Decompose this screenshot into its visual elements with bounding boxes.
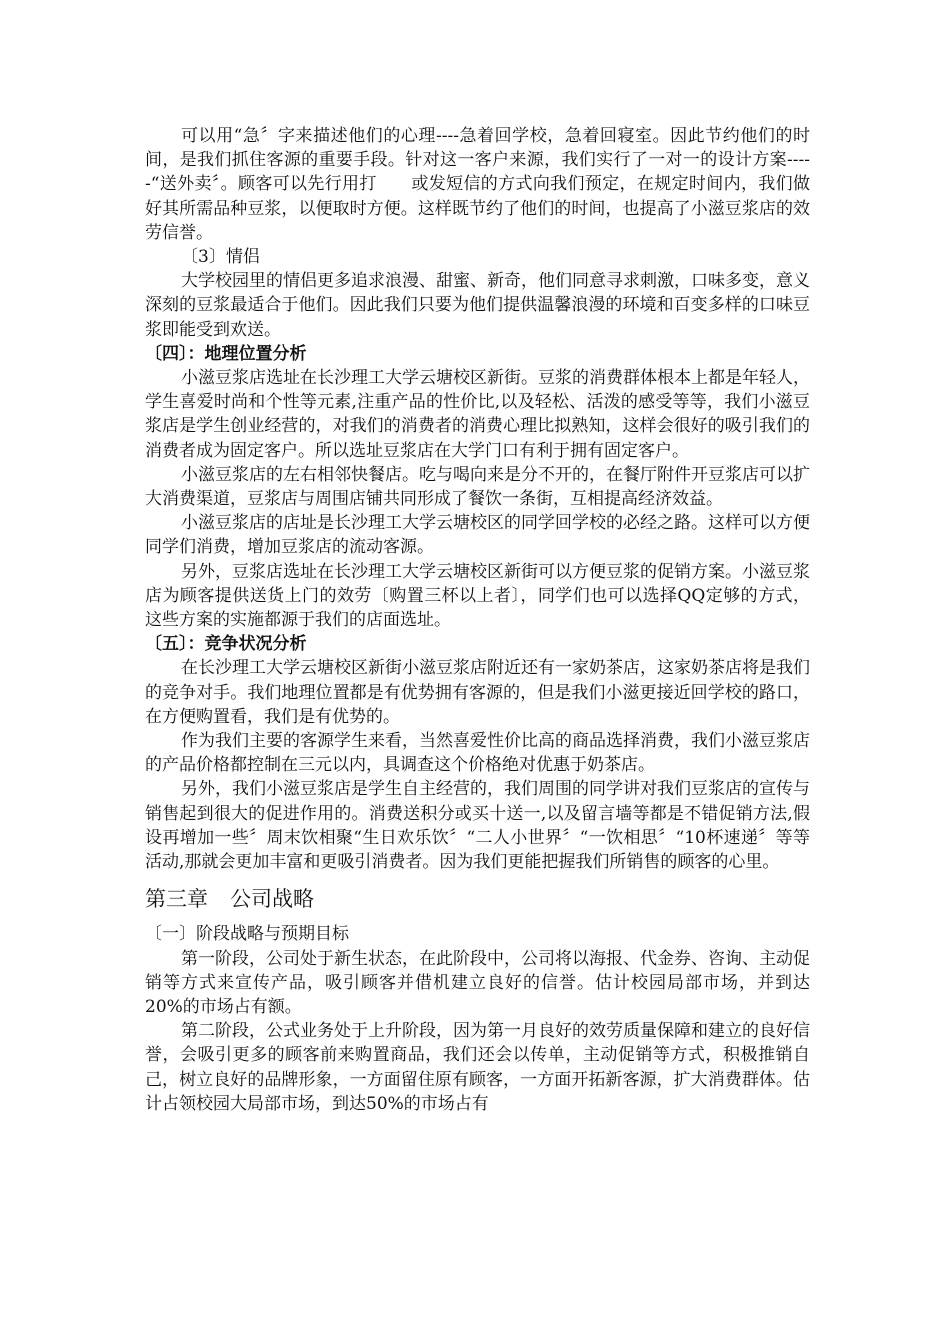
paragraph: 另外，我们小滋豆浆店是学生自主经营的，我们周围的同学讲对我们豆浆店的宣传与销售起到很大的促进作用的。消费送积分或买十送一,以及留言墙等都是不错促销方法,假设再增加一些〞周末饮相聚“生日欢乐饮〞“二人小世界〞“一饮相思〞“10杯速递〞等等活动,那就会更加丰富和更吸引消费者。因为我们更能把握我们所销售的顾客的心里。 (145, 779, 810, 873)
document-page (145, 124, 810, 1116)
subsection-heading-stage-strategy: 〔一〕阶段战略与预期目标 (145, 924, 349, 945)
chapter-title: 公司战略 (230, 887, 314, 912)
subheading-lovers: 〔3〕情侣 (181, 247, 260, 268)
paragraph: 另外，豆浆店选址在长沙理工大学云塘校区新街可以方便豆浆的促销方案。小滋豆浆店为顾客提供送货上门的效劳〔购置三杯以上者〕，同学们也可以选择QQ定够的方式，这些方案的实施都源于我们的店面选址。 (145, 561, 810, 631)
paragraph: 可以用“急〞字来描述他们的心理----急着回学校，急着回寝室。因此节约他们的时间，是我们抓住客源的重要手段。针对这一客户来源，我们实行了一对一的设计方案-----“送外卖〞。顾客可以先行用打 或发短信的方式向我们预定，在规定时间内，我们做好其所需品种豆浆，以便取时方便。这样既节约了他们的时间，也提高了小滋豆浆店的效劳信誉。 (145, 126, 810, 243)
paragraph: 第二阶段，公式业务处于上升阶段，因为第一月良好的效劳质量保障和建立的良好信誉，会吸引更多的顾客前来购置商品，我们还会以传单，主动促销等方式，积极推销自己，树立良好的品牌形象，一方面留住原有顾客，一方面开拓新客源，扩大消费群体。估计占领校园大局部市场，到达50%的市场占有 (145, 1021, 810, 1114)
section-heading-location: 〔四〕：地理位置分析 (145, 343, 307, 364)
paragraph: 作为我们主要的客源学生来看，当然喜爱性价比高的商品选择消费，我们小滋豆浆店的产品价格都控制在三元以内，具调查这个价格绝对优惠于奶茶店。 (145, 731, 810, 776)
paragraph: 在长沙理工大学云塘校区新街小滋豆浆店附近还有一家奶茶店，这家奶茶店将是我们的竞争对手。我们地理位置都是有优势拥有客源的，但是我们小滋更接近回学校的路口，在方便购置看，我们是有优势的。 (145, 658, 810, 727)
paragraph: 第一阶段，公司处于新生状态，在此阶段中，公司将以海报、代金券、咨询、主动促销等方式来宣传产品，吸引顾客并借机建立良好的信誉。估计校园局部市场，并到达20%的市场占有额。 (145, 948, 810, 1017)
paragraph: 大学校园里的情侣更多追求浪漫、甜蜜、新奇，他们同意寻求刺激，口味多变，意义深刻的豆浆最适合于他们。因此我们只要为他们提供温馨浪漫的环境和百变多样的口味豆浆即能受到欢送。 (145, 271, 810, 340)
section-heading-competition: 〔五〕：竞争状况分析 (145, 634, 307, 655)
paragraph: 小滋豆浆店的店址是长沙理工大学云塘校区的同学回学校的必经之路。这样可以方便同学们消费，增加豆浆店的流动客源。 (145, 513, 810, 558)
chapter-label: 第三章 (145, 887, 208, 912)
paragraph: 小滋豆浆店选址在长沙理工大学云塘校区新街。豆浆的消费群体根本上都是年轻人，学生喜爱时尚和个性等元素,注重产品的性价比,以及轻松、活泼的感受等等，我们小滋豆浆店是学生创业经营的，对我们的消费者的消费心理比拟熟知，这样会很好的吸引我们的消费者成为固定客户。所以选址豆浆店在大学门口有利于拥有固定客户。 (145, 368, 810, 461)
paragraph: 小滋豆浆店的左右相邻快餐店。吃与喝向来是分不开的，在餐厅附件开豆浆店可以扩大消费渠道，豆浆店与周围店铺共同形成了餐饮一条街，互相提高经济效益。 (145, 464, 810, 510)
chapter-heading (145, 884, 810, 914)
